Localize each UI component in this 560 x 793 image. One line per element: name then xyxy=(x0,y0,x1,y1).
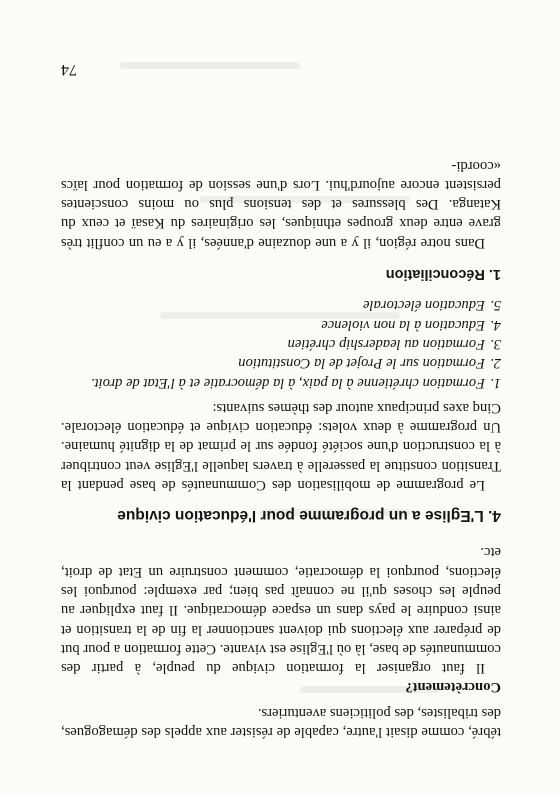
list-item: 4. Education à la non violence xyxy=(321,316,501,333)
section-heading: 4. L'Eglise a un programme pour l'éducation civique xyxy=(117,507,501,525)
list-item: 2. Formation sur le Projet de la Constitution xyxy=(238,355,501,372)
subsection-heading: 1. Réconciliation xyxy=(385,266,501,283)
reconciliation-paragraph: Dans notre région, il y a une douzaine d'années, il y a eu un conflit très grave entre deux groupes ethniques, les originaires du Kasaï et ceux du Katanga. Des blessures et des tensions plus ou moins conscientes persistent encore aujourd'hui. Lors d'une session de formation pour laïcs «coordi- xyxy=(61,157,501,251)
intro-paragraph: tébré, comme disait l'autre, capable de résister aux appels des démagogues, des tribalistes, des politiciens aventuriers. xyxy=(61,704,501,740)
themes-list xyxy=(61,295,501,391)
concretement-heading: Concrètement? xyxy=(405,679,501,696)
list-item: 3. Formation au leadership chrétien xyxy=(287,335,501,352)
concretement-paragraph: Il faut organiser la formation civique du peuple, à partir des communautés de base, là où l'Eglise est vivante. Cette formation a pour but de préparer aux élections qui doivent sanctionner la fin de la transition et ainsi conduire le pays dans un espace démocratique. Il faut expliquer au peuple les choses qu'il ne connaît pas bien; par exemple: pourquoi les élections, pourquoi la démocratie, comment construire un Etat de droit, etc. xyxy=(61,544,501,677)
page-number: 74 xyxy=(61,61,77,78)
list-item: 1. Formation chrétienne à la paix, à la démocratie et à l'Etat de droit. xyxy=(90,374,501,391)
programme-paragraph: Le programme de mobilisation des Communautés de base pendant la Transition constitue la passerelle à travers laquelle l'Eglise veut contribuer à la construction d'une société fondée sur le primat de la dignité humaine. Un programme à deux volets: éducation civique et éducation électorale. Cinq axes principaux autour des thèmes suivants: xyxy=(61,399,501,494)
text-column xyxy=(61,61,501,741)
list-item: 5. Education électorale xyxy=(363,297,501,314)
